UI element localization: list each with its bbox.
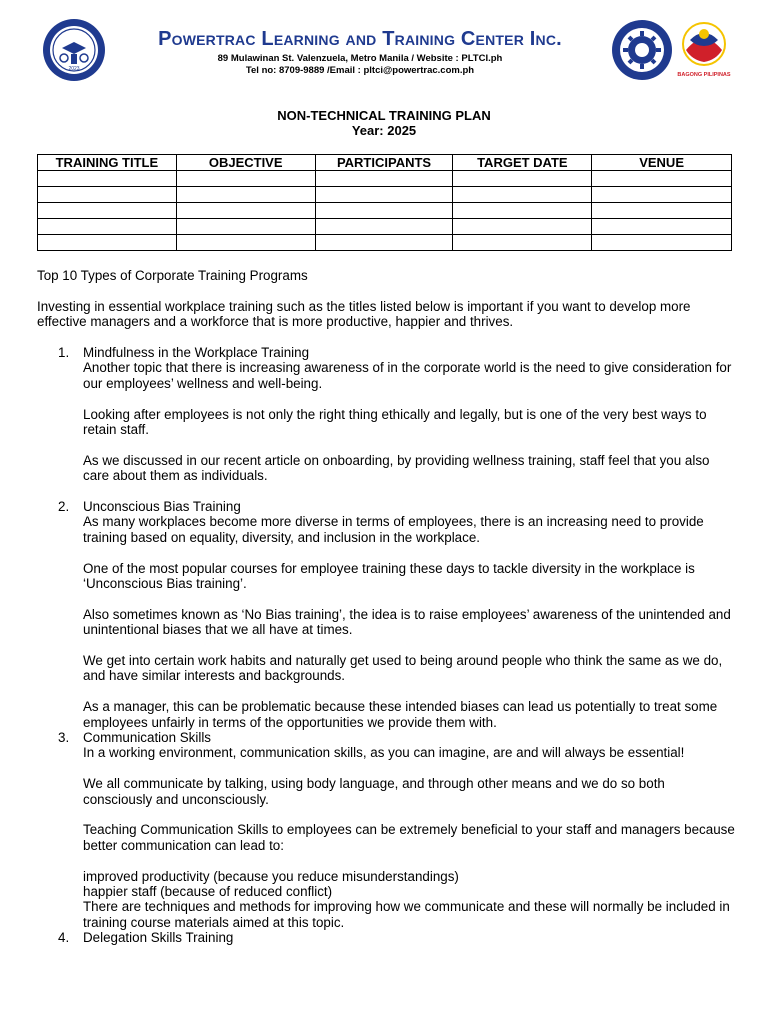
- table-header-row: [38, 155, 732, 171]
- item-paragraph: There are techniques and methods for improving how we communicate and these will normally be included in training course materials aimed at this topic.: [83, 899, 730, 930]
- table-row: [38, 171, 732, 187]
- plan-title: NON-TECHNICAL TRAINING PLAN: [277, 108, 491, 123]
- table-cell: [453, 235, 592, 251]
- table-cell: [176, 203, 315, 219]
- item-title: Communication Skills: [83, 730, 211, 746]
- item-paragraph: Teaching Communication Skills to employees can be extremely beneficial to your staff and managers because better communication can lead to:: [83, 822, 735, 853]
- document-body: [37, 268, 737, 946]
- svg-text:BAGONG PILIPINAS: BAGONG PILIPINAS: [677, 72, 731, 78]
- table-cell: [315, 219, 453, 235]
- plan-year: Year: 2025: [351, 123, 417, 138]
- col-venue: VENUE: [592, 155, 732, 171]
- table-cell: [592, 219, 732, 235]
- table-cell: [315, 187, 453, 203]
- item-title: Delegation Skills Training: [83, 930, 234, 946]
- table-cell: [176, 235, 315, 251]
- item-paragraph: Another topic that there is increasing awareness of in the corporate world is the need to give consideration for our employees’ wellness and well-being.: [83, 360, 732, 391]
- table-row: [38, 203, 732, 219]
- list-number: 2.: [58, 499, 70, 515]
- intro-paragraph: Investing in essential workplace training such as the titles listed below is important if you want to develop more effective managers and a workforce that is more productive, happier and thrives.: [37, 298, 691, 330]
- item-paragraph: We get into certain work habits and naturally get used to being around people who think the same as we do, and have similar interests and backgrounds.: [83, 653, 723, 684]
- table-cell: [315, 203, 453, 219]
- list-number: 4.: [58, 930, 70, 946]
- col-participants: PARTICIPANTS: [315, 155, 453, 171]
- company-contact: Tel no: 8709-9889 /Email : pltci@powertrac.com.ph: [245, 65, 475, 76]
- list-item: [37, 345, 737, 484]
- table-row: [38, 235, 732, 251]
- list-item: [37, 499, 737, 730]
- table-cell: [176, 171, 315, 187]
- list-number: 1.: [58, 345, 70, 360]
- list-number: 3.: [58, 730, 70, 746]
- table-cell: [453, 187, 592, 203]
- item-paragraph: One of the most popular courses for employee training these days to tackle diversity in the workplace is ‘Unconscious Bias training’.: [83, 560, 695, 592]
- item-paragraph: As a manager, this can be problematic because these intended biases can lead us potentially to treat some employees unfairly in terms of the opportunities we provide them with.: [83, 699, 718, 730]
- table-cell: [315, 235, 453, 251]
- table-cell: [592, 171, 732, 187]
- bagong-pilipinas-logo: [676, 20, 732, 80]
- col-training-title: TRAINING TITLE: [38, 155, 177, 171]
- table-cell: [38, 187, 177, 203]
- table-cell: [38, 171, 177, 187]
- table-cell: [315, 171, 453, 187]
- plan-heading: [0, 108, 768, 138]
- pltci-logo: [42, 18, 106, 82]
- item-paragraph: As many workplaces become more diverse in terms of employees, there is an increasing need to provide training based on equality, diversity, and inclusion in the workplace.: [83, 514, 704, 545]
- table-cell: [38, 203, 177, 219]
- company-name: Powertrac Learning and Training Center Inc.: [158, 28, 562, 50]
- item-paragraph: Looking after employees is not only the right thing ethically and legally, but is one of the very best ways to retain staff.: [83, 406, 707, 438]
- list-item: [37, 930, 737, 945]
- table-cell: [453, 203, 592, 219]
- item-title: Unconscious Bias Training: [83, 499, 241, 515]
- company-address: 89 Mulawinan St. Valenzuela, Metro Manila / Website : PLTCI.ph: [217, 53, 503, 64]
- item-paragraph: In a working environment, communication skills, as you can imagine, are and will always be essential!: [83, 745, 685, 761]
- list-item: [37, 730, 737, 930]
- tesda-seal: [611, 19, 673, 81]
- table-cell: [592, 203, 732, 219]
- table-cell: [38, 235, 177, 251]
- section-heading: Top 10 Types of Corporate Training Programs: [37, 268, 308, 283]
- table-row: [38, 187, 732, 203]
- table-row: [38, 219, 732, 235]
- item-paragraph: Also sometimes known as ‘No Bias training’, the idea is to raise employees’ awareness of the unintended and unintentional biases that we all have at times.: [83, 606, 731, 638]
- table-cell: [453, 171, 592, 187]
- table-cell: [38, 219, 177, 235]
- table-cell: [176, 187, 315, 203]
- item-paragraph: happier staff (because of reduced conflict): [83, 884, 333, 900]
- letterhead: [0, 0, 768, 100]
- item-paragraph: improved productivity (because you reduce misunderstandings): [83, 868, 459, 884]
- item-title: Mindfulness in the Workplace Training: [83, 345, 310, 360]
- col-objective: OBJECTIVE: [176, 155, 315, 171]
- item-paragraph: As we discussed in our recent article on onboarding, by providing wellness training, staff feel that you also care about them as individuals.: [83, 452, 710, 484]
- training-plan-table: [37, 154, 732, 251]
- table-cell: [453, 219, 592, 235]
- table-cell: [592, 187, 732, 203]
- col-target-date: TARGET DATE: [453, 155, 592, 171]
- table-cell: [592, 235, 732, 251]
- svg-text:2023: 2023: [68, 66, 80, 72]
- table-cell: [176, 219, 315, 235]
- item-paragraph: We all communicate by talking, using body language, and through other means and we do so both consciously and unconsciously.: [83, 776, 665, 807]
